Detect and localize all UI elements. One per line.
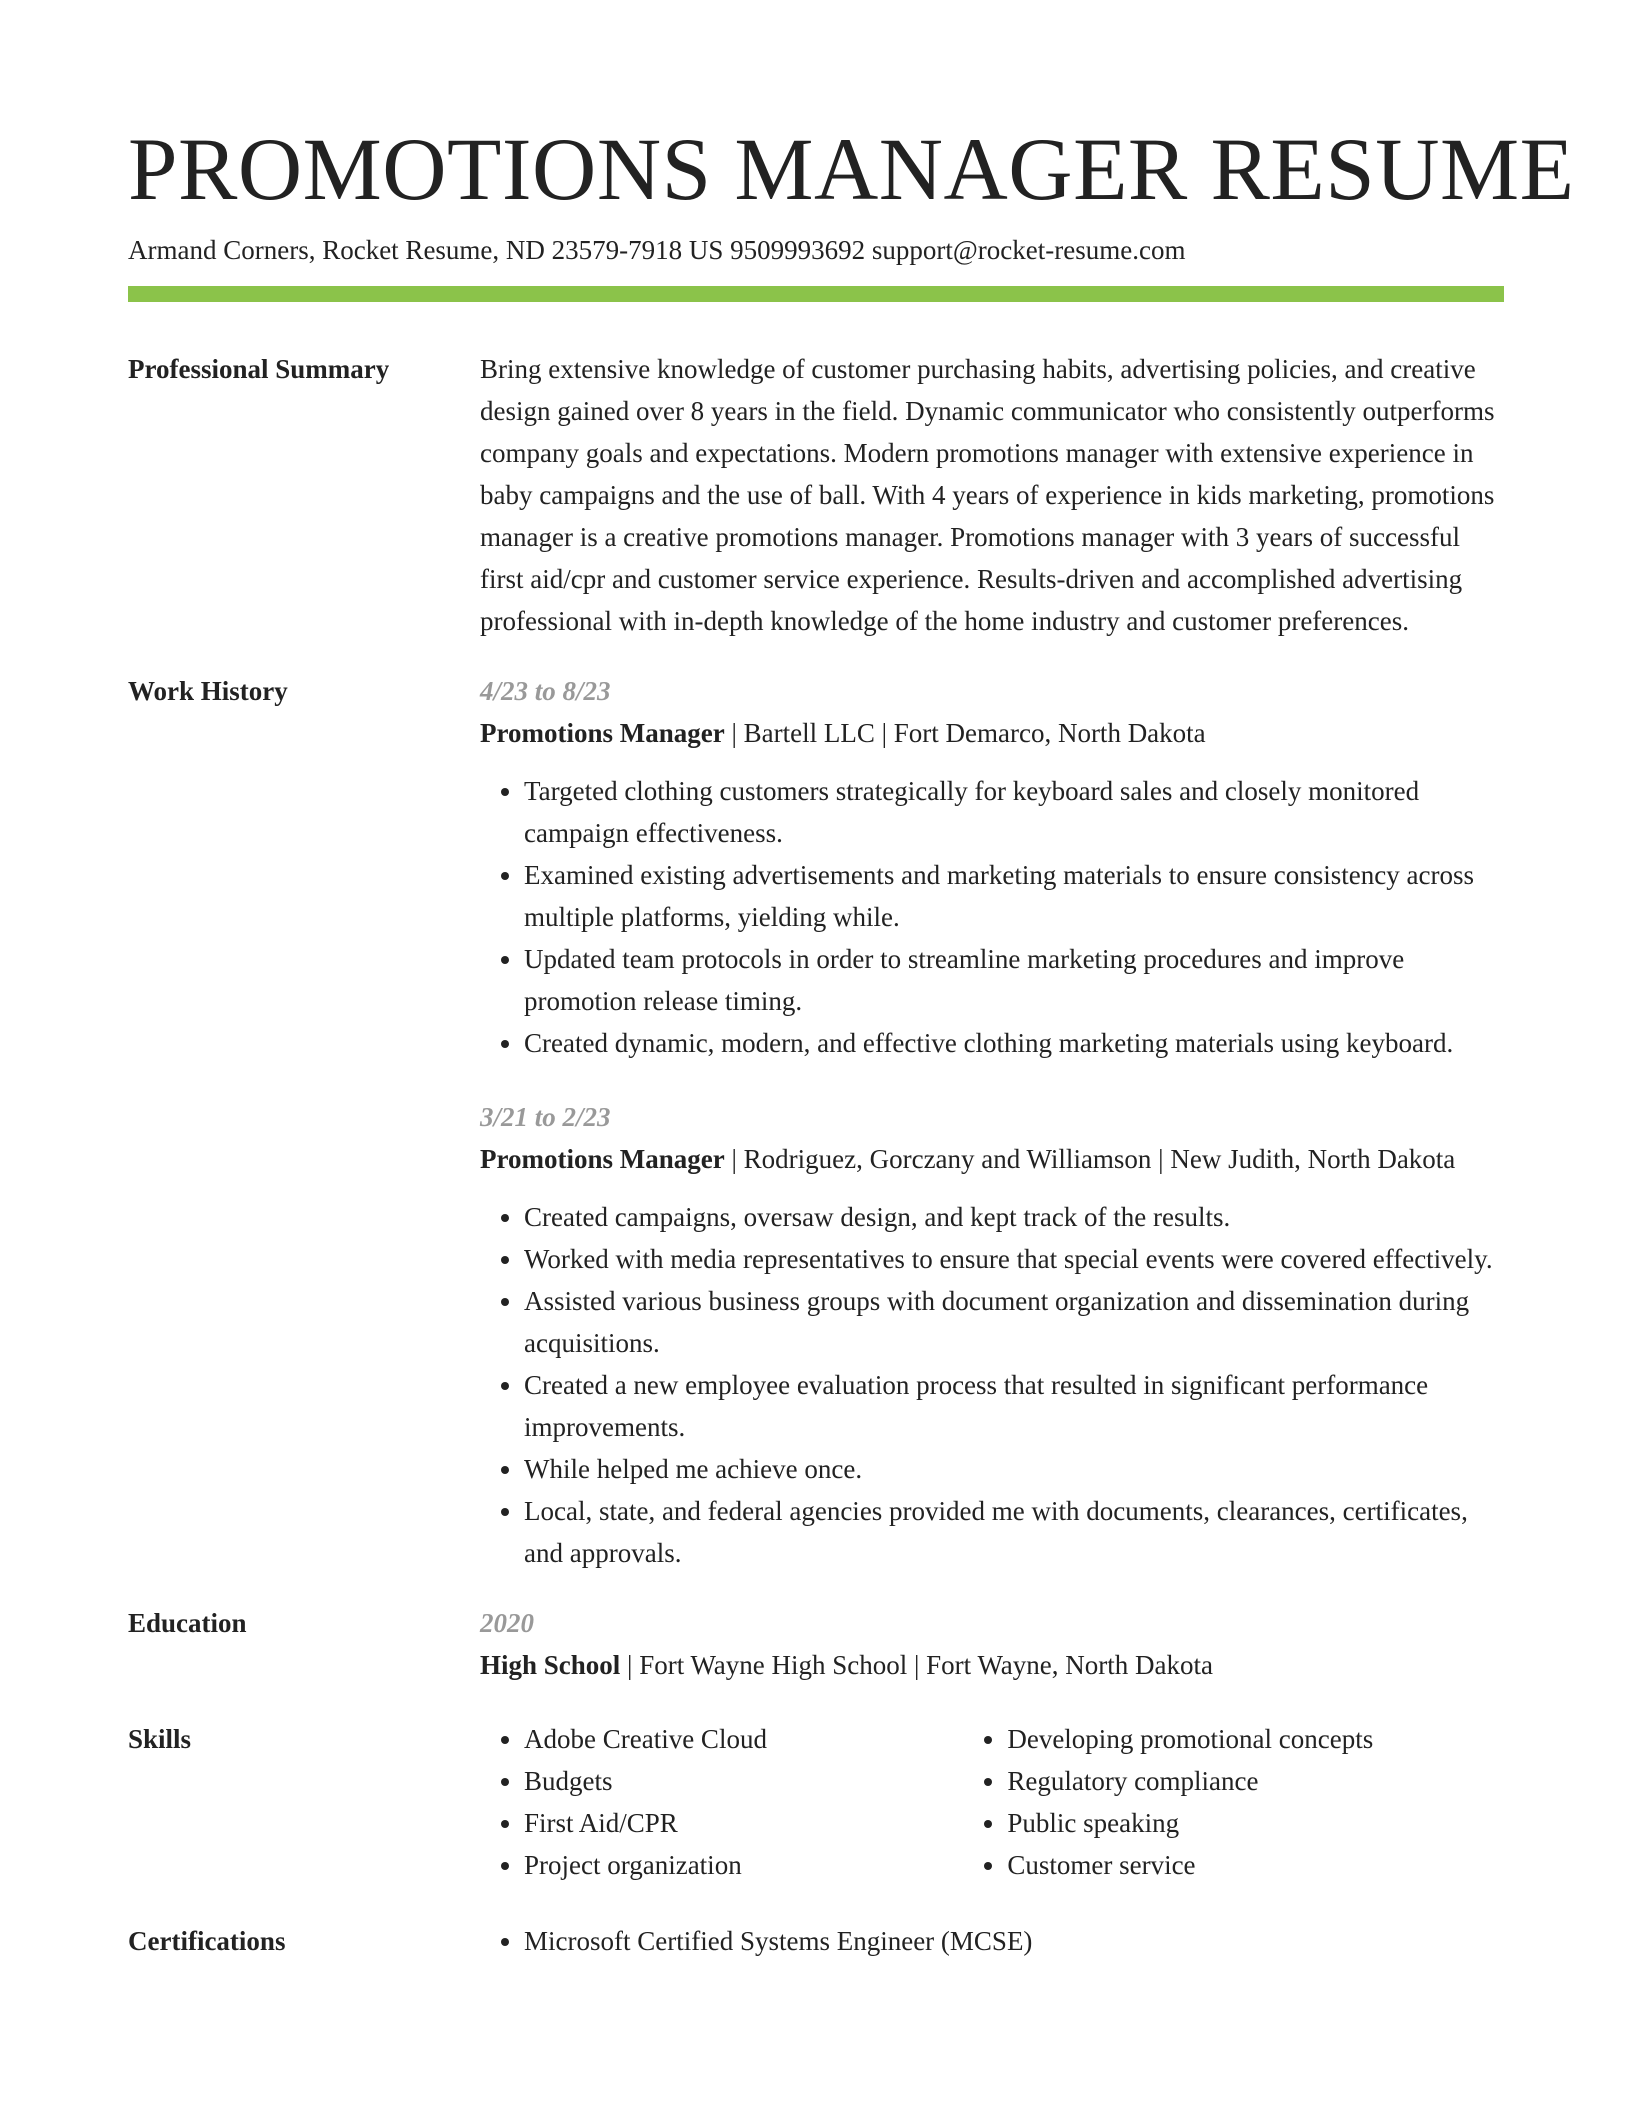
education-details: | Fort Wayne High School | Fort Wayne, North Dakota	[620, 1650, 1213, 1680]
job-role: Promotions Manager	[480, 1144, 725, 1174]
education-date: 2020	[480, 1608, 534, 1638]
job-entry	[480, 670, 1504, 1064]
job-details: | Rodriguez, Gorczany and Williamson | New Judith, North Dakota	[724, 1144, 1456, 1174]
job-bullet: • Local, state, and federal agencies provided me with documents, clearances, certificates, and approvals.	[524, 1490, 1504, 1574]
job-title-line	[480, 712, 1504, 754]
education-line	[480, 1644, 1504, 1686]
skills-grid	[480, 1718, 1504, 1886]
job-bullet: • Targeted clothing customers strategically for keyboard sales and closely monitored campaign effectiveness.	[524, 770, 1504, 854]
education-section	[128, 1602, 1504, 1686]
work-history-body	[480, 670, 1504, 1574]
summary-section	[128, 348, 1504, 642]
section-label-education: Education	[128, 1608, 247, 1638]
section-label-work-history: Work History	[128, 676, 288, 706]
job-role: Promotions Manager	[480, 718, 725, 748]
job-entry	[480, 1096, 1504, 1574]
job-bullet: • While helped me achieve once.	[524, 1448, 1504, 1490]
skills-body	[480, 1718, 1504, 1886]
certifications-section	[128, 1920, 1504, 1962]
certification-item: • Microsoft Certified Systems Engineer (MCSE)	[524, 1920, 1504, 1962]
job-title-line	[480, 1138, 1504, 1180]
certifications-body	[480, 1920, 1504, 1962]
skills-section	[128, 1718, 1504, 1886]
resume-page	[128, 118, 1575, 1962]
skill-item: • First Aid/CPR	[524, 1802, 963, 1844]
job-date: 4/23 to 8/23	[480, 676, 611, 706]
summary-text: Bring extensive knowledge of customer purchasing habits, advertising policies, and creative design gained over 8 years in the field. Dynamic communicator who consistently outperforms company goals and expectations. Modern promotions manager with extensive experience in baby campaigns and the use of ball. With 4 years of experience in kids marketing, promotions manager is a creative promotions manager. Promotions manager with 3 years of successful first aid/cpr and customer service experience. Results-driven and accomplished advertising professional with in-depth knowledge of the home industry and customer preferences.	[480, 354, 1495, 636]
job-bullet: • Worked with media representatives to ensure that special events were covered effectively.	[524, 1238, 1504, 1280]
job-bullet: • Created dynamic, modern, and effective clothing marketing materials using keyboard.	[524, 1022, 1504, 1064]
skill-item: • Developing promotional concepts	[1007, 1718, 1504, 1760]
summary-body	[480, 348, 1504, 642]
page-title: PROMOTIONS MANAGER RESUME	[128, 121, 1575, 219]
skill-item: • Customer service	[1007, 1844, 1504, 1886]
skill-item: • Project organization	[524, 1844, 963, 1886]
skill-item: • Adobe Creative Cloud	[524, 1718, 963, 1760]
job-details: | Bartell LLC | Fort Demarco, North Dakota	[724, 718, 1206, 748]
contact-line: Armand Corners, Rocket Resume, ND 23579-7918 US 9509993692 support@rocket-resume.com	[128, 235, 1186, 265]
work-history-section	[128, 670, 1504, 1574]
job-bullet: • Updated team protocols in order to streamline marketing procedures and improve promotion release timing.	[524, 938, 1504, 1022]
certifications-list	[480, 1920, 1504, 1962]
education-body	[480, 1602, 1504, 1686]
job-bullet: • Created a new employee evaluation process that resulted in significant performance improvements.	[524, 1364, 1504, 1448]
job-date: 3/21 to 2/23	[480, 1102, 611, 1132]
section-label-skills: Skills	[128, 1724, 192, 1754]
skill-item: • Public speaking	[1007, 1802, 1504, 1844]
skills-column-1	[480, 1718, 963, 1886]
education-degree: High School	[480, 1650, 621, 1680]
job-bullet: • Assisted various business groups with document organization and dissemination during acquisitions.	[524, 1280, 1504, 1364]
accent-divider	[128, 286, 1504, 302]
job-bullet: • Created campaigns, oversaw design, and kept track of the results.	[524, 1196, 1504, 1238]
section-label-certifications: Certifications	[128, 1926, 286, 1956]
skill-item: • Budgets	[524, 1760, 963, 1802]
skills-column-2	[963, 1718, 1504, 1886]
job-bullets	[480, 1196, 1504, 1574]
section-label-summary: Professional Summary	[128, 354, 390, 384]
skill-item: • Regulatory compliance	[1007, 1760, 1504, 1802]
job-bullets	[480, 770, 1504, 1064]
job-bullet: • Examined existing advertisements and marketing materials to ensure consistency across multiple platforms, yielding while.	[524, 854, 1504, 938]
